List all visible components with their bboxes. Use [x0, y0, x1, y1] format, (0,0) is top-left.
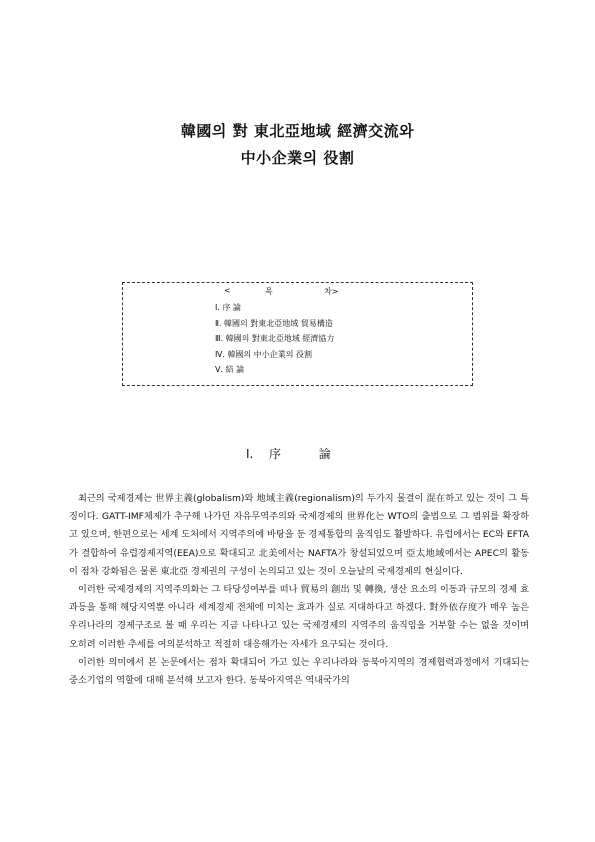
body-text	[69, 490, 529, 690]
paper-title-line-2: 中小企業의 役割	[240, 149, 355, 167]
toc-item-4: Ⅳ. 韓國의 中小企業의 役割	[215, 349, 313, 359]
paragraph-3: 이러한 의미에서 본 논문에서는 점차 확대되어 가고 있는 우리나라와 동북아지역의 경제협력과정에서 기대되는 중소기업의 역할에 대해 분석해 보고자 한다. 동북아지역은 역내국가의	[69, 656, 529, 687]
paragraph-1: 최근의 국제경제는 世界主義(globalism)와 地域主義(regionalism)의 두가지 물결이 混在하고 있는 것이 그 특징이다. GATT-IMF체제가 추구해 나가던 자유무역주의와 국제경제의 世界化는 WTO의 출범으로 그 범위를 확장하고 있으며, 한편으로는 세계 도처에서 지역주의에 바탕을 둔 경제통합의 움직임도 활발하다. 유럽에서는 EC와 EFTA가 결합하여 유럽경제지역(EEA)으로 확대되고 北美에서는 NAFTA가 창설되었으며 亞太地域에서는 APEC의 활동이 점차 강화됨은 물론 東北亞 경제권의 구성이 논의되고 있는 것이 오늘날의 국제경제의 현실이다.	[69, 493, 529, 577]
section-heading-introduction	[246, 445, 331, 462]
toc-heading-cha: 차>	[324, 287, 339, 296]
toc-item-1: Ⅰ. 序 論	[215, 303, 241, 312]
toc-heading-mok: 목	[265, 287, 273, 296]
toc-item-2: Ⅱ. 韓國의 對東北亞地域 貿易構造	[215, 318, 333, 328]
toc-heading-open: <	[224, 286, 231, 295]
section-title-char-1: 序	[269, 447, 282, 461]
toc-item-3: Ⅲ. 韓國의 對東北亞地域 經濟協力	[215, 334, 335, 343]
paragraph-2: 이러한 국제경제의 지역주의화는 그 타당성여부를 떠나 貿易의 創出 및 轉換, 생산 요소의 이동과 규모의 경제 효과등을 통해 해당지역뿐 아니라 세계경제 전체에 미치는 효과가 실로 지대하다고 하겠다. 對外依存度가 매우 높은 우리나라의 경제구조로 볼 때 우리는 지금 나타나고 있는 국제경제의 지역주의 움직임을 거부할 수는 없을 것이며 오히려 이러한 추세를 여의분석하고 적절히 대응해가는 자세가 요구되는 것이다.	[69, 584, 529, 650]
toc-item-5: Ⅴ. 結 論	[215, 365, 245, 374]
paper-title-line-1: 韓國의 對 東北亞地域 經濟交流와	[180, 122, 415, 140]
toc-list	[215, 300, 334, 378]
section-number: Ⅰ.	[246, 447, 254, 461]
section-title-char-2: 論	[318, 447, 331, 461]
table-of-contents-box	[122, 282, 473, 386]
